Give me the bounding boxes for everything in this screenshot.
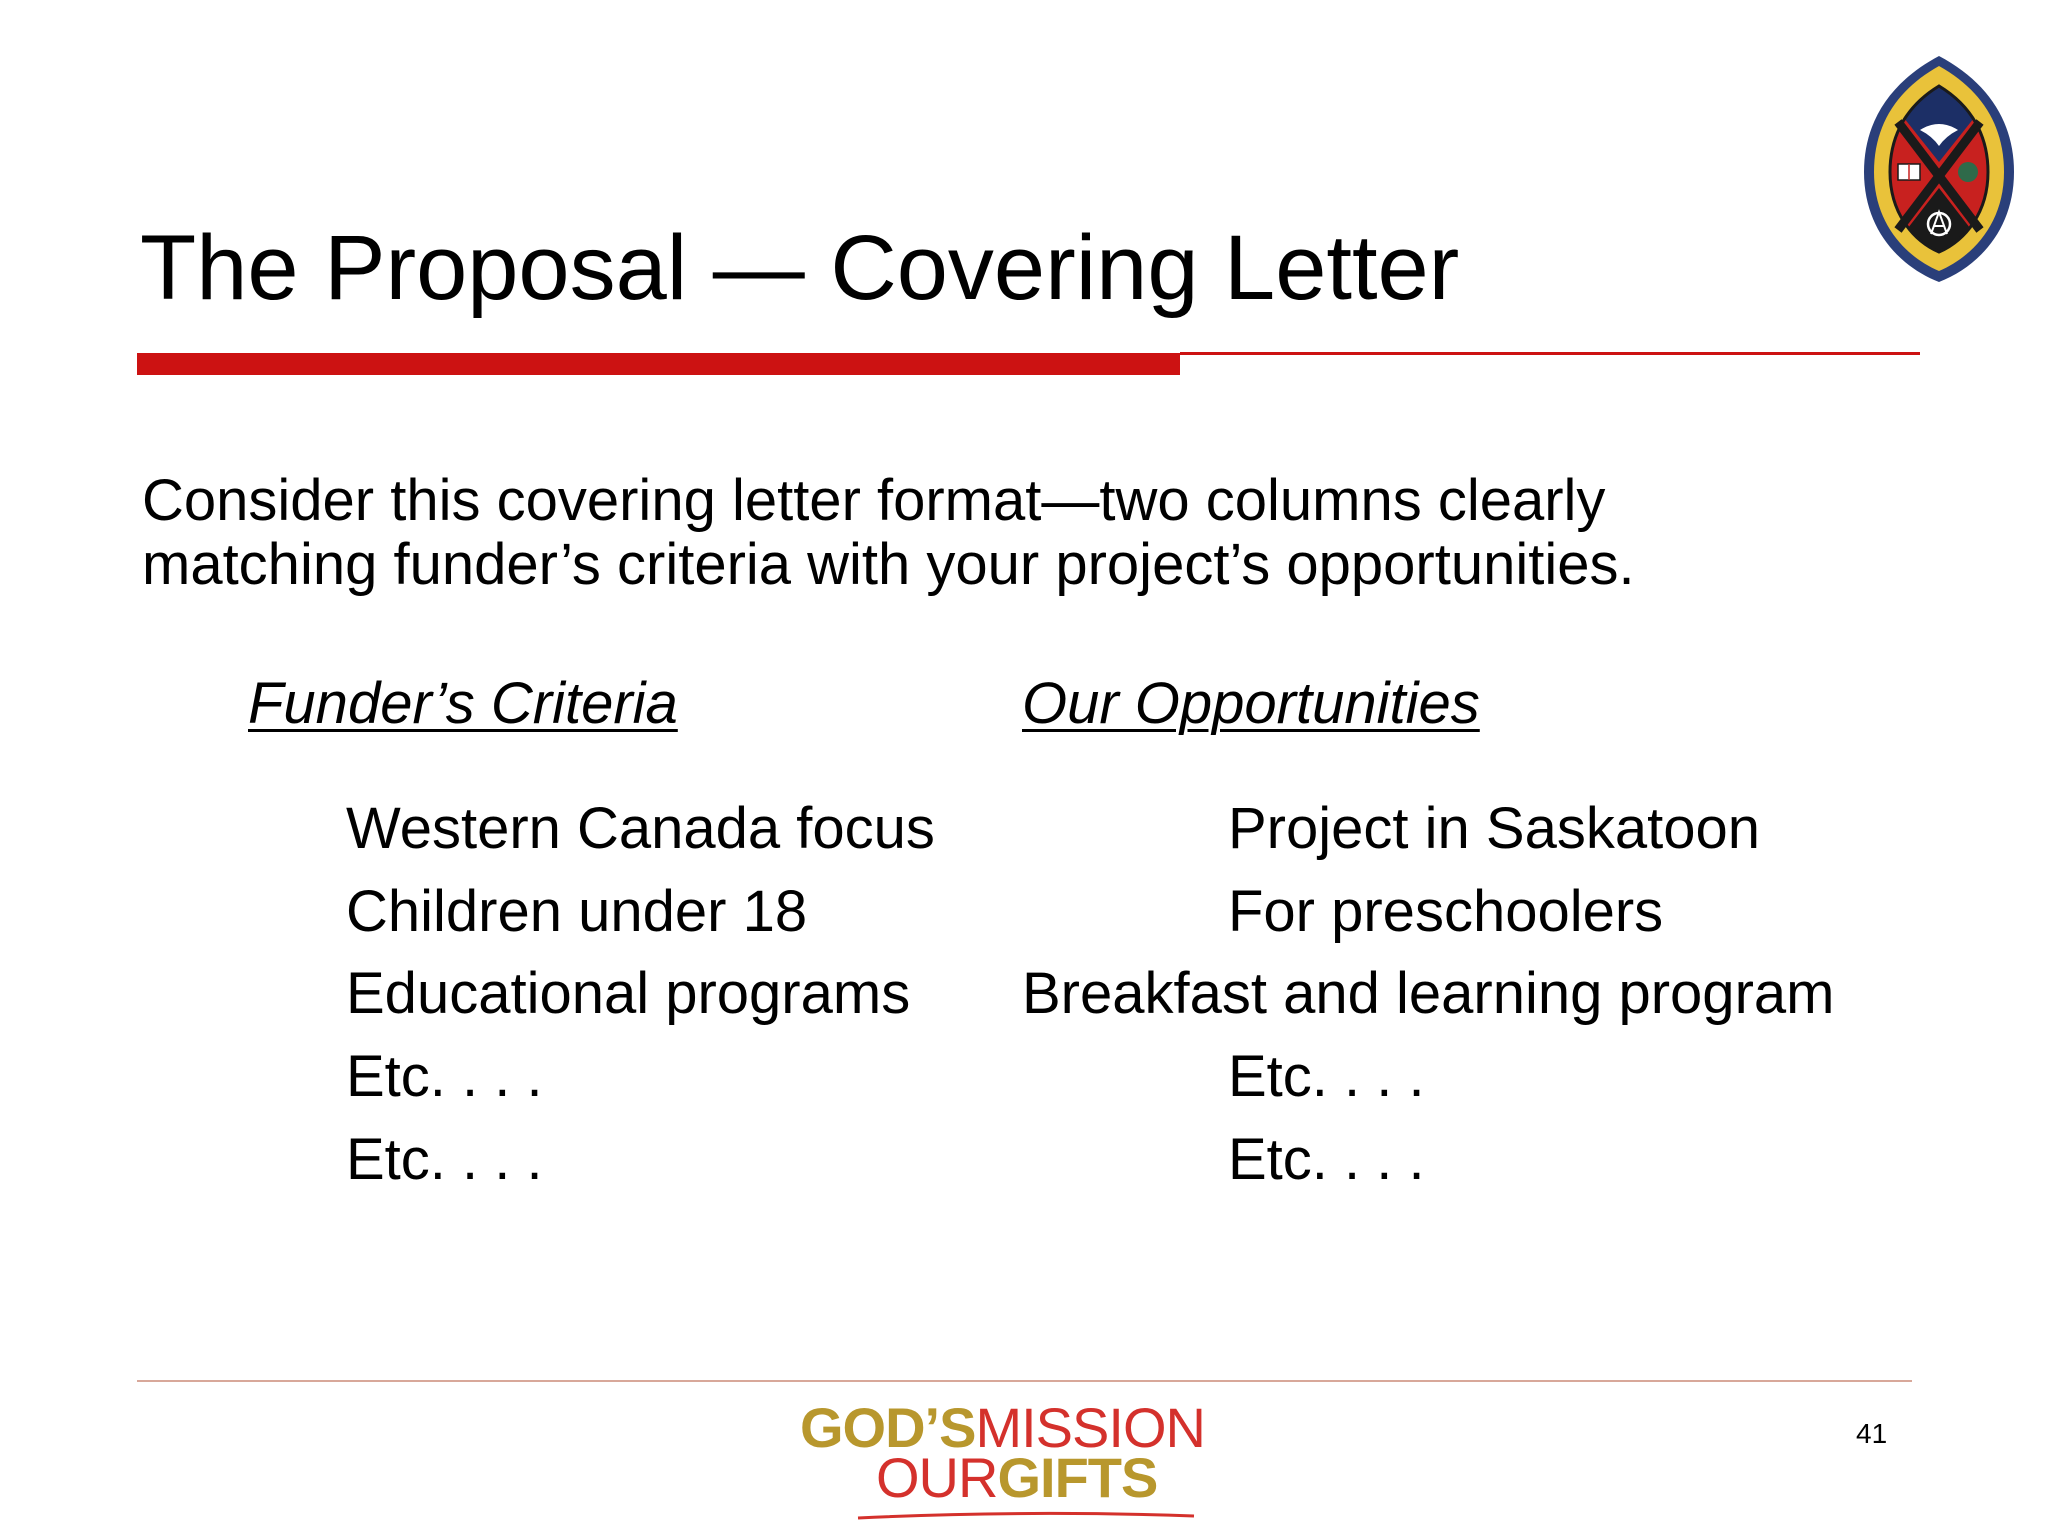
- criteria-item: Etc. . . .: [346, 1044, 543, 1109]
- page-number: 41: [1856, 1418, 1888, 1449]
- criteria-item: Educational programs: [346, 961, 911, 1026]
- logo-word-our: OUR: [876, 1446, 998, 1509]
- logo-line-2: [876, 1448, 1157, 1508]
- opportunity-item: Breakfast and learning program: [1022, 961, 1835, 1026]
- intro-line-2: matching funder’s criteria with your project’s opportunities.: [142, 532, 1635, 597]
- criteria-item: Western Canada focus: [346, 796, 935, 861]
- slide-title: The Proposal — Covering Letter: [140, 217, 1460, 319]
- title-underline: [137, 348, 1920, 375]
- united-church-crest-icon: [1860, 52, 2018, 286]
- logo-swoosh: [856, 1510, 1196, 1520]
- title-underline-thin: [1180, 352, 1920, 355]
- title-underline-thick: [137, 353, 1180, 375]
- our-opportunities-heading: Our Opportunities: [1022, 671, 1480, 736]
- criteria-item: Children under 18: [346, 879, 808, 944]
- logo-word-mission: MISSION: [975, 1396, 1205, 1459]
- intro-paragraph: [142, 469, 1635, 597]
- logo-word-gifts: GIFTS: [997, 1446, 1158, 1509]
- opportunity-item: Project in Saskatoon: [1228, 796, 1760, 861]
- opportunity-item: Etc. . . .: [1228, 1127, 1425, 1192]
- intro-line-1: Consider this covering letter format—two columns clearly: [142, 468, 1606, 533]
- funders-criteria-heading: Funder’s Criteria: [248, 671, 678, 736]
- logo-word-gods: GOD’S: [800, 1396, 976, 1459]
- gods-mission-our-gifts-logo: [800, 1398, 1260, 1522]
- opportunity-item: Etc. . . .: [1228, 1044, 1425, 1109]
- opportunity-item: For preschoolers: [1228, 879, 1664, 944]
- criteria-item: Etc. . . .: [346, 1127, 543, 1192]
- footer-divider: [137, 1380, 1912, 1382]
